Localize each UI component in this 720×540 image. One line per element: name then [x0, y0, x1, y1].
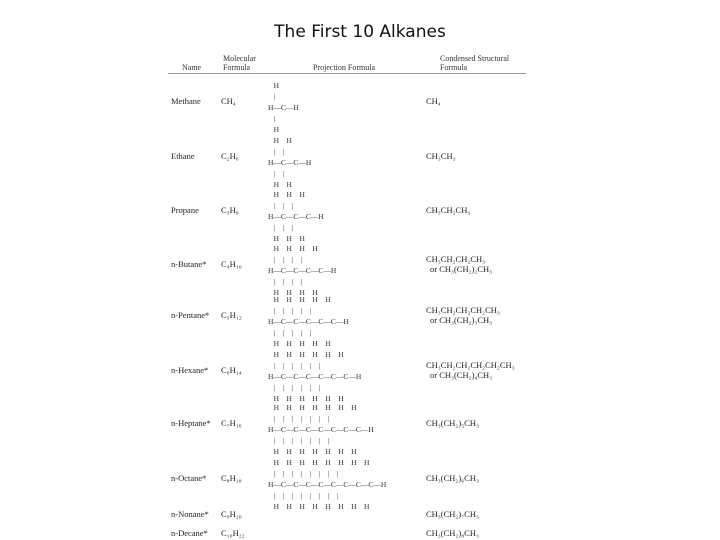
alkane-name: Propane	[171, 205, 199, 215]
alkane-name: n-Hexane*	[171, 365, 209, 375]
hydrogen-row-top: H H	[268, 136, 292, 145]
bond-row-bottom: | | | | | |	[268, 383, 321, 392]
alkane-name: n-Pentane*	[171, 310, 210, 320]
hydrogen-row-bottom: H H H H H H H	[268, 447, 357, 456]
condensed-formula: CH₄	[426, 96, 441, 106]
alkanes-table	[168, 52, 526, 538]
alkane-name: n-Butane*	[171, 259, 207, 269]
condensed-formula: CH₃(CH₂)₈CH₃	[426, 528, 479, 538]
alkane-name: n-Octane*	[171, 473, 207, 483]
molecular-formula: CH₄	[221, 96, 236, 106]
alkane-name: n-Decane*	[171, 528, 208, 538]
hydrogen-row-bottom: H H H H	[268, 288, 318, 297]
condensed-formula: CH₃(CH₂)₇CH₃	[426, 509, 479, 519]
carbon-chain-row: H—C—H	[268, 103, 299, 112]
bond-row-bottom: | | | | |	[268, 328, 312, 337]
bond-row-top: | | | | |	[268, 306, 312, 315]
bond-row-top: | | | | | | |	[268, 414, 330, 423]
carbon-chain-row: H—C—C—C—C—C—C—C—H	[268, 425, 374, 434]
molecular-formula: C₈H₁₈	[221, 473, 242, 483]
alkane-name: Ethane	[171, 151, 195, 161]
molecular-formula: C₂H₆	[221, 151, 239, 161]
hydrogen-row-top: H H H H H H H	[268, 403, 357, 412]
hydrogen-row-bottom: H H	[268, 180, 292, 189]
projection-formula	[268, 135, 311, 190]
condensed-formula-alt: or CH₃(CH₂)₃CH₃	[430, 315, 493, 325]
header-name: Name	[182, 63, 202, 72]
carbon-chain-row: H—C—C—C—C—C—C—H	[268, 372, 362, 381]
bond-row-top: | | | | | | | |	[268, 469, 339, 478]
molecular-formula: C₉H₂₀	[221, 509, 242, 519]
carbon-chain-row: H—C—C—C—C—C—C—C—C—H	[268, 480, 387, 489]
hydrogen-row-top: H H H	[268, 190, 305, 199]
header-molecular: Molecular Formula	[223, 54, 256, 72]
molecular-formula: C₆H₁₄	[221, 365, 242, 375]
hydrogen-row-bottom: H H H	[268, 234, 305, 243]
bond-row-bottom: | | | |	[268, 277, 303, 286]
molecular-formula: C₄H₁₀	[221, 259, 242, 269]
carbon-chain-row: H—C—C—C—C—C—H	[268, 317, 349, 326]
projection-formula	[268, 349, 361, 404]
bond-row-bottom: | | |	[268, 223, 294, 232]
projection-formula	[268, 457, 386, 512]
header-rule	[168, 73, 526, 74]
hydrogen-row-bottom: H H H H H H	[268, 394, 344, 403]
alkane-name: Methane	[171, 96, 201, 106]
bond-row-top: | | |	[268, 201, 294, 210]
bond-row-bottom: | | | | | | |	[268, 436, 330, 445]
bond-row-top: | |	[268, 147, 285, 156]
condensed-formula: CH₃CH₂CH₂CH₂CH₂CH₃	[426, 360, 515, 370]
alkane-name: n-Nonane*	[171, 509, 209, 519]
hydrogen-row-bottom: H H H H H H H H	[268, 502, 370, 511]
hydrogen-row-top: H	[268, 81, 280, 90]
condensed-formula: CH₃CH₃	[426, 151, 456, 161]
hydrogen-row-bottom: H H H H H	[268, 339, 331, 348]
bond-row-top: | | | |	[268, 255, 303, 264]
molecular-formula: C₅H₁₂	[221, 310, 242, 320]
molecular-formula: C₃H₈	[221, 205, 239, 215]
hydrogen-row-top: H H H H H	[268, 295, 331, 304]
hydrogen-row-bottom: H	[268, 125, 280, 134]
molecular-formula: C₇H₁₆	[221, 418, 242, 428]
bond-row-top: |	[268, 92, 276, 101]
condensed-formula-alt: or CH₃(CH₂)₄CH₃	[430, 370, 493, 380]
projection-formula	[268, 80, 299, 135]
page-title: The First 10 Alkanes	[274, 22, 446, 42]
projection-formula	[268, 243, 336, 298]
projection-formula	[268, 402, 374, 457]
condensed-formula: CH₃(CH₂)₅CH₃	[426, 418, 479, 428]
bond-row-bottom: | | | | | | | |	[268, 491, 339, 500]
header-condensed: Condensed Structural Formula	[440, 54, 510, 72]
condensed-formula: CH₃CH₂CH₂CH₂CH₃	[426, 305, 500, 315]
condensed-formula: CH₃CH₂CH₂CH₃	[426, 254, 486, 264]
bond-row-bottom: |	[268, 114, 276, 123]
bond-row-top: | | | | | |	[268, 361, 321, 370]
carbon-chain-row: H—C—C—C—H	[268, 212, 324, 221]
hydrogen-row-top: H H H H	[268, 244, 318, 253]
header-projection: Projection Formula	[313, 63, 375, 72]
hydrogen-row-top: H H H H H H	[268, 350, 344, 359]
carbon-chain-row: H—C—C—C—C—H	[268, 266, 337, 275]
carbon-chain-row: H—C—C—H	[268, 158, 312, 167]
molecular-formula: C₁₀H₂₂	[221, 528, 245, 538]
projection-formula	[268, 189, 324, 244]
condensed-formula: CH₃CH₂CH₃	[426, 205, 471, 215]
condensed-formula-alt: or CH₃(CH₂)₂CH₃	[430, 264, 493, 274]
alkane-name: n-Heptane*	[171, 418, 211, 428]
hydrogen-row-top: H H H H H H H H	[268, 458, 370, 467]
bond-row-bottom: | |	[268, 169, 285, 178]
condensed-formula: CH₃(CH₂)₆CH₃	[426, 473, 479, 483]
projection-formula	[268, 294, 349, 349]
